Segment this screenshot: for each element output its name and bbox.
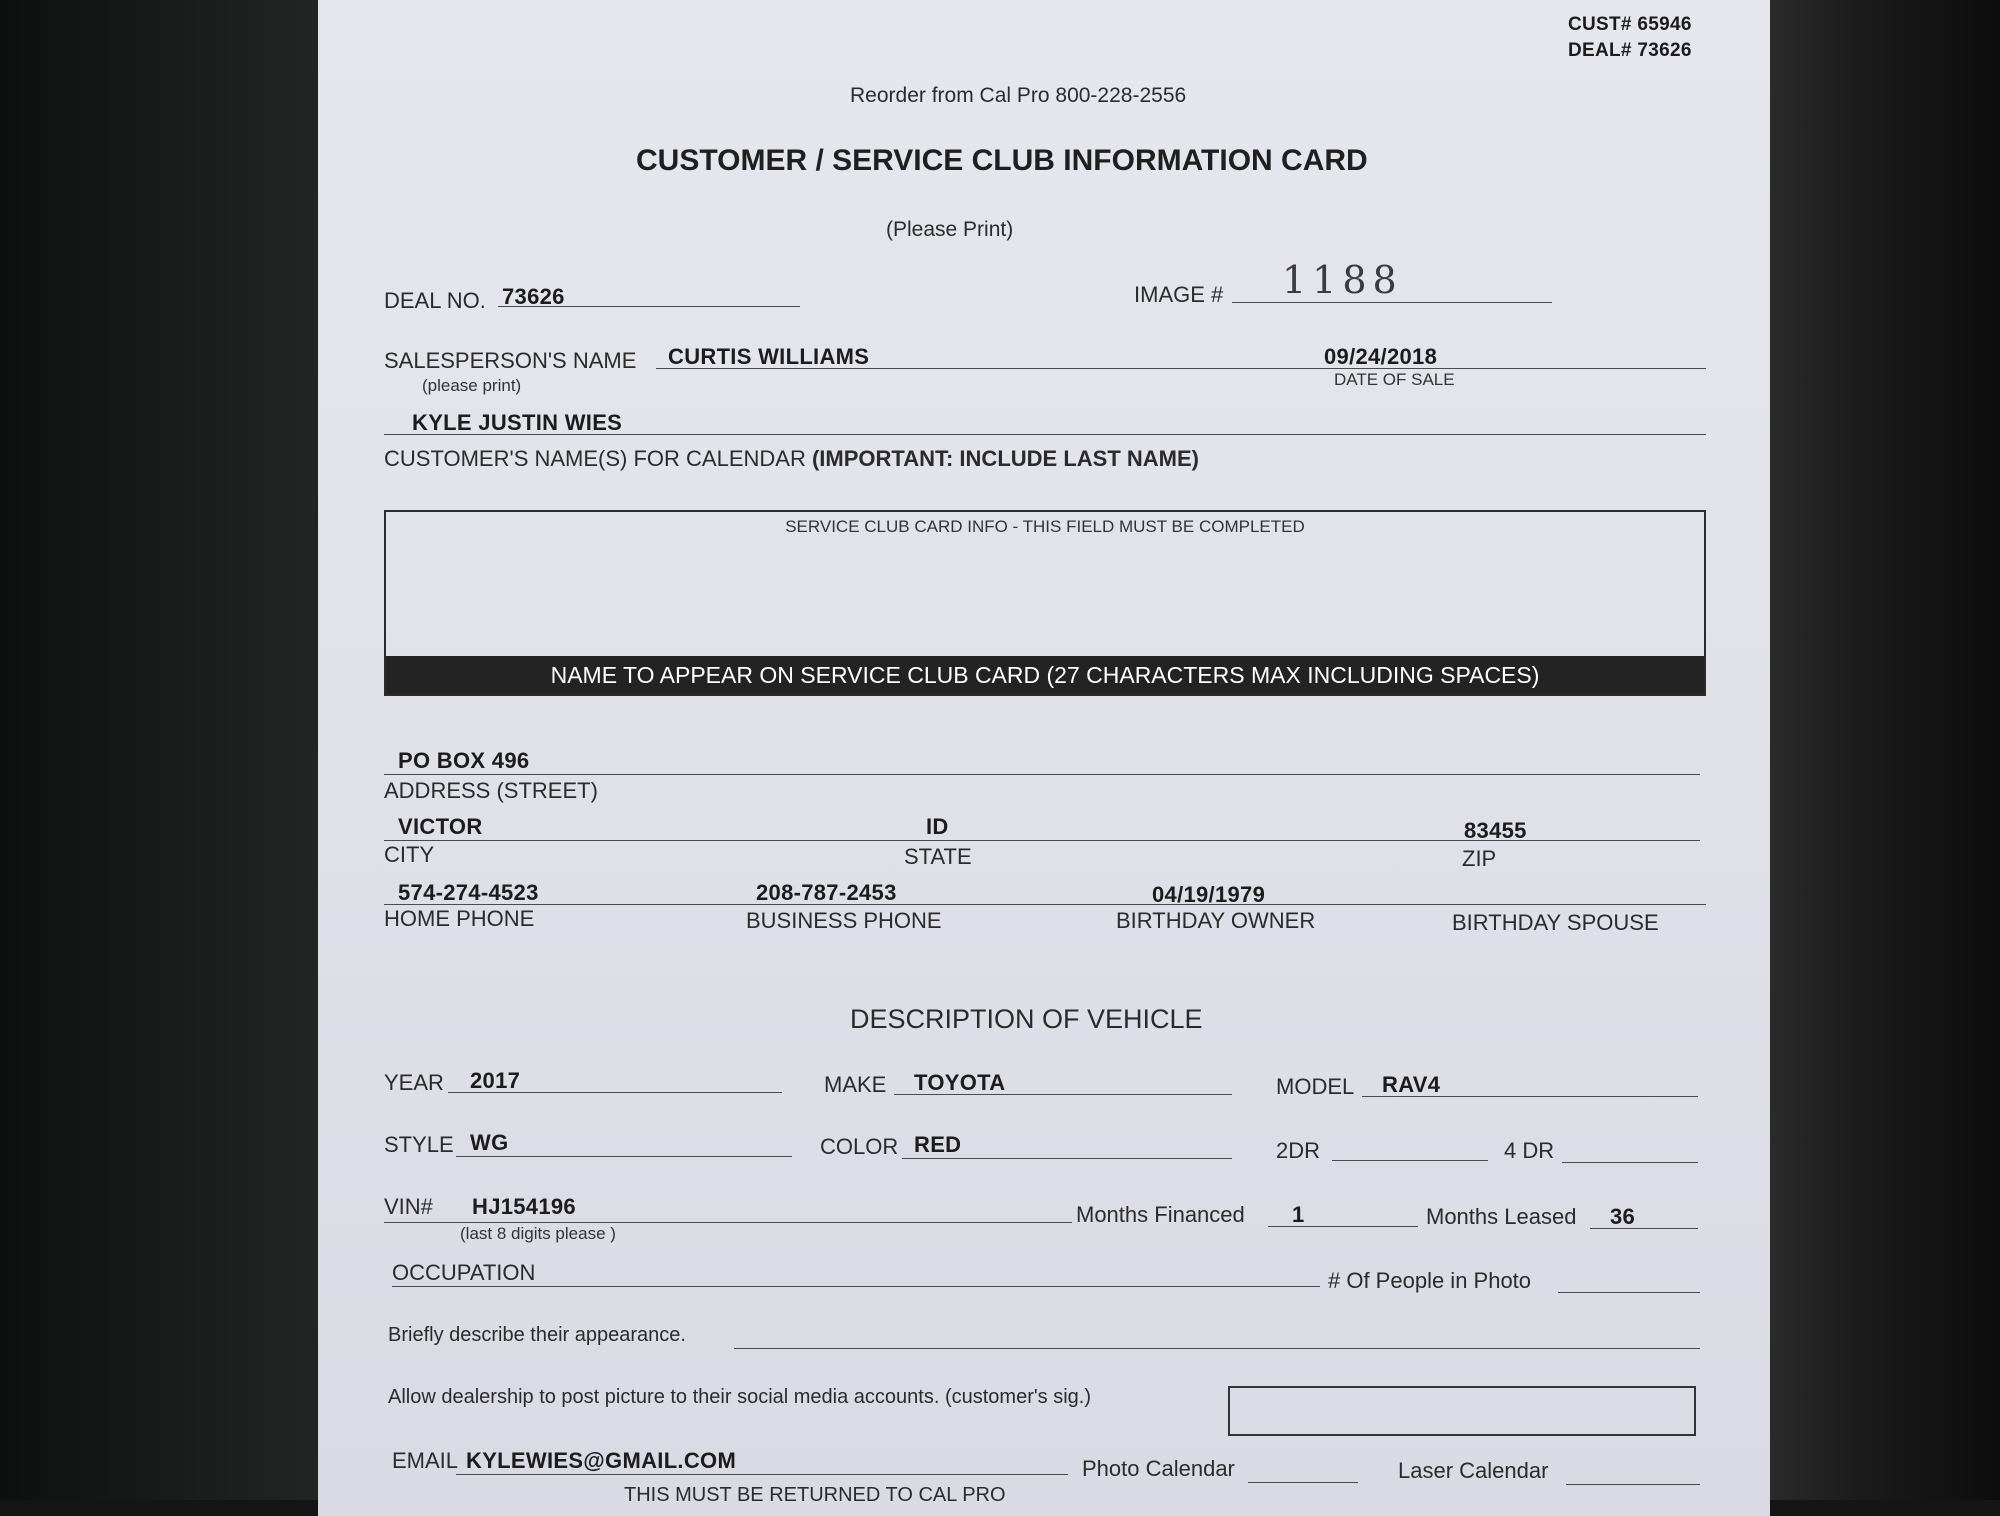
salesperson-value: CURTIS WILLIAMS [668, 344, 870, 369]
email-line [456, 1474, 1068, 1475]
home-phone-value: 574-274-4523 [398, 880, 539, 905]
street-line [384, 774, 1700, 775]
return-note: THIS MUST BE RETURNED TO CAL PRO [624, 1484, 1006, 1506]
image-label: IMAGE # [1134, 282, 1224, 307]
street-value: PO BOX 496 [398, 748, 530, 773]
laser-calendar-label: Laser Calendar [1398, 1458, 1549, 1483]
occupation-line [392, 1286, 1320, 1287]
state-label: STATE [904, 844, 972, 869]
zip-label: ZIP [1462, 846, 1497, 871]
style-line [456, 1156, 792, 1157]
deal-no-label: DEAL NO. [384, 288, 486, 313]
salesperson-label: SALESPERSON'S NAME [384, 348, 637, 373]
vin-line [384, 1222, 1072, 1223]
home-phone-label: HOME PHONE [384, 906, 535, 931]
model-value: RAV4 [1382, 1072, 1441, 1097]
year-value: 2017 [470, 1068, 521, 1093]
date-of-sale-label: DATE OF SALE [1334, 370, 1455, 389]
city-state-zip-line [384, 840, 1700, 841]
birthday-owner-value: 04/19/1979 [1152, 882, 1266, 907]
make-label: MAKE [824, 1072, 887, 1097]
appearance-label: Briefly describe their appearance. [388, 1324, 686, 1346]
image-handwritten-value: 1188 [1282, 258, 1403, 302]
style-value: WG [470, 1130, 509, 1155]
background-left [0, 0, 318, 1500]
months-leased-label: Months Leased [1426, 1204, 1577, 1229]
customer-name-line [384, 434, 1706, 435]
style-label: STYLE [384, 1132, 454, 1157]
months-leased-line [1590, 1228, 1698, 1229]
two-door-line [1332, 1160, 1488, 1161]
cust-number: CUST# 65946 [1568, 14, 1692, 35]
months-financed-line [1268, 1226, 1418, 1227]
four-door-line [1562, 1162, 1698, 1163]
make-value: TOYOTA [914, 1070, 1006, 1095]
zip-value: 83455 [1464, 818, 1527, 843]
city-label: CITY [384, 842, 435, 867]
social-media-consent-label: Allow dealership to post picture to their social media accounts. (customer's sig.) [388, 1386, 1092, 1408]
months-financed-value: 1 [1292, 1202, 1305, 1227]
months-financed-label: Months Financed [1076, 1202, 1245, 1227]
phone-birthday-line [384, 904, 1706, 905]
reorder-text: Reorder from Cal Pro 800-228-2556 [850, 84, 1187, 107]
customer-name-label-text: CUSTOMER'S NAME(S) FOR CALENDAR [384, 446, 806, 471]
deal-no-value: 73626 [502, 284, 565, 309]
background-right [1768, 0, 2000, 1500]
information-card [318, 0, 1770, 1516]
vin-value: HJ154196 [472, 1194, 576, 1219]
city-value: VICTOR [398, 814, 483, 839]
customer-name-value: KYLE JUSTIN WIES [412, 410, 623, 435]
people-in-photo-line [1558, 1292, 1700, 1293]
photo-calendar-line [1248, 1482, 1358, 1483]
year-label: YEAR [384, 1070, 444, 1095]
color-value: RED [914, 1132, 962, 1157]
model-label: MODEL [1276, 1074, 1355, 1099]
vin-sub: (last 8 digits please ) [460, 1224, 616, 1243]
people-in-photo-label: # Of People in Photo [1328, 1268, 1532, 1293]
occupation-label: OCCUPATION [392, 1260, 536, 1285]
photo-calendar-label: Photo Calendar [1082, 1456, 1235, 1481]
vin-label: VIN# [384, 1194, 433, 1219]
customer-signature-box [1228, 1386, 1696, 1436]
business-phone-value: 208-787-2453 [756, 880, 897, 905]
color-label: COLOR [820, 1134, 899, 1159]
months-leased-value: 36 [1610, 1204, 1636, 1229]
color-line [902, 1158, 1232, 1159]
vehicle-heading: DESCRIPTION OF VEHICLE [850, 1004, 1203, 1034]
service-club-box [384, 510, 1706, 696]
deal-number-header: DEAL# 73626 [1568, 40, 1692, 61]
service-club-instruction: SERVICE CLUB CARD INFO - THIS FIELD MUST BE COMPLETED [785, 517, 1305, 536]
email-label: EMAIL [392, 1448, 459, 1473]
two-door-label: 2DR [1276, 1138, 1321, 1163]
birthday-owner-label: BIRTHDAY OWNER [1116, 908, 1316, 933]
four-door-label: 4 DR [1504, 1138, 1555, 1163]
image-line [1232, 302, 1552, 303]
customer-name-important: (IMPORTANT: INCLUDE LAST NAME) [811, 446, 1199, 471]
street-label: ADDRESS (STREET) [384, 778, 598, 803]
laser-calendar-line [1566, 1484, 1700, 1485]
email-value: KYLEWIES@GMAIL.COM [466, 1448, 737, 1473]
salesperson-sub: (please print) [422, 376, 522, 395]
please-print-note: (Please Print) [886, 218, 1014, 241]
business-phone-label: BUSINESS PHONE [746, 908, 942, 933]
state-value: ID [926, 814, 949, 839]
birthday-spouse-label: BIRTHDAY SPOUSE [1452, 910, 1659, 935]
service-club-name-bar: NAME TO APPEAR ON SERVICE CLUB CARD (27 CHARACTERS MAX INCLUDING SPACES) [386, 656, 1704, 694]
date-of-sale-value: 09/24/2018 [1324, 344, 1438, 369]
customer-name-label [384, 446, 1199, 472]
appearance-line [734, 1348, 1700, 1349]
page-title: CUSTOMER / SERVICE CLUB INFORMATION CARD [636, 144, 1368, 177]
